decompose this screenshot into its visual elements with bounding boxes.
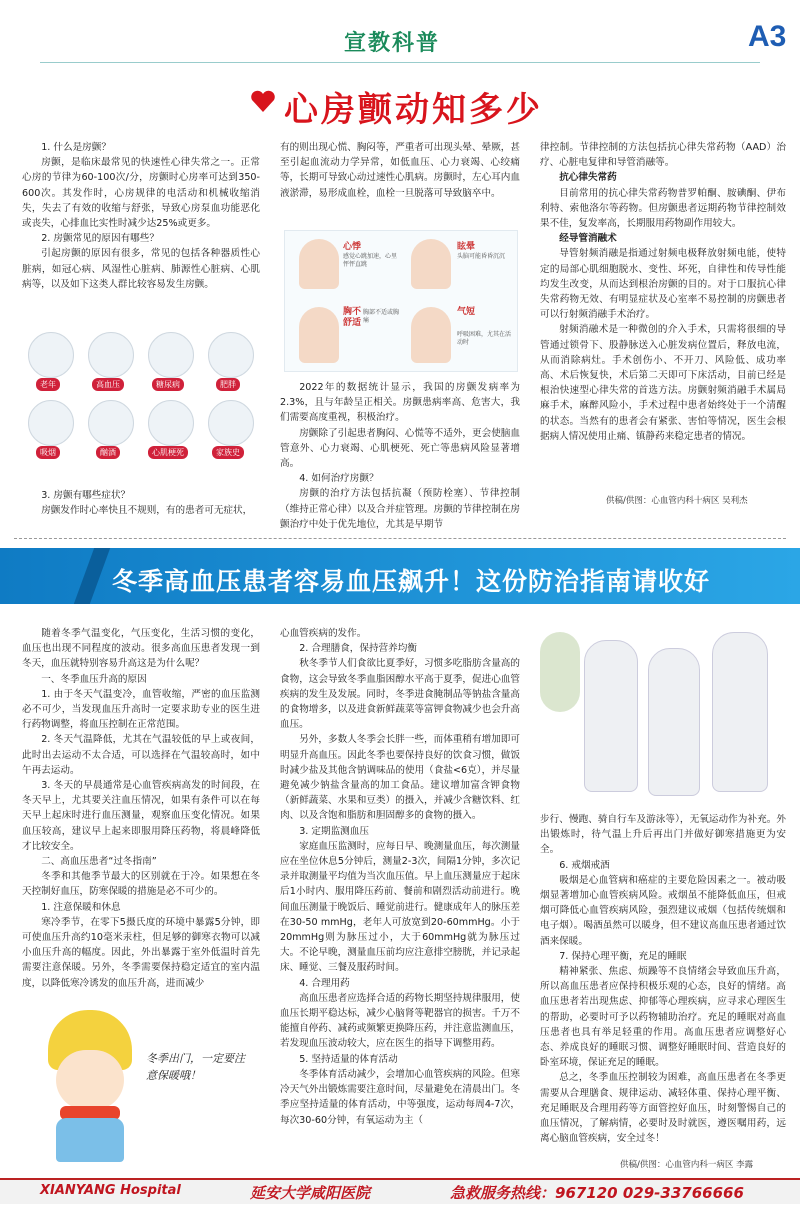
article-divider (14, 538, 786, 539)
paragraph: 二、高血压患者“过冬指南” (41, 856, 157, 868)
paragraph: 2. 合理膳食，保持营养均衡 (299, 643, 417, 655)
symptom-label: 胸不舒适 (343, 307, 362, 328)
symptom-note: 头脑可能昏昏沉沉 (457, 253, 506, 260)
paragraph: 步行、慢跑、骑自行车及游泳等），无氧运动作为补充。外出锻炼时，待气温上升后再出门并做好御寒措施更为安全。 (540, 814, 786, 856)
article2-column2 (280, 626, 520, 1128)
elderly-icon (28, 332, 74, 378)
risk-label: 糖尿病 (152, 378, 184, 391)
symptom-note: 感觉心跳加速，心里怦怦直跳 (343, 253, 398, 268)
paragraph: 1. 由于冬天气温变冷，血管收缩，严密的血压监测必不可少，当发现血压升高时一定要求助专业的医生进行药物调整，将血压控制在正常范围。 (22, 688, 260, 731)
risk-label: 肥胖 (216, 378, 240, 391)
subheading: 抗心律失常药 (559, 172, 617, 184)
risk-label: 吸烟 (36, 446, 60, 459)
paragraph: 2022年的数据统计显示，我国的房颤发病率为2.3%，且与年龄呈正相关。房颤患病率高、危害大，我们需要高度重视，积极治疗。 (280, 382, 520, 424)
risk-label: 老年 (36, 378, 60, 391)
paragraph: 秋冬季节人们食欲比夏季好，习惯多吃脂肪含量高的食物，这会导致冬季血脂困醇水平高于夏季，促进心血管疾病的发生及发展。同时，冬季进食腌制品等钠盐含量高的食物增多，以及进食新鲜蔬菜等富钾食物减少也会升高血压。 (280, 658, 520, 731)
elderly-man-icon (712, 632, 768, 792)
paragraph: 心血管疾病的发作。 (280, 628, 367, 639)
heart-icon (250, 88, 276, 114)
symptom-label: 气短 (457, 307, 476, 317)
paragraph: 目前常用的抗心律失常药物普罗帕酮、胺碘酮、伊布利特、索他洛尔等药物。但房颤患者远期药物节律控制效果不佳，复发率高，长期服用药物副作用较大。 (540, 187, 786, 230)
page-number: A3 (748, 20, 787, 53)
family-history-icon (208, 400, 254, 446)
alcohol-icon (88, 400, 134, 446)
chest-discomfort-icon (299, 307, 339, 363)
heart-attack-icon (148, 400, 194, 446)
paragraph: 家庭血压监测时，应每日早、晚测量血压，每次测量应在坐位休息5分钟后，测量2-3次，间隔1分钟，多次记录并取测量平均值为当次血压值。早上血压测量应于起床后1小时内、服用降压药前、餐前和剧烈活动前进行。晚间血压测量于晚饭后、睡觉前进行。健康成年人的脉压差在30-50 mmHg，老年人可放宽到20-60mmHg。小于20mmHg则为脉压过小，大于60mmHg就为脉压过大。不论早晚，测量血压前均应注意排空膀胱，并记录起床、睡觉、三餐及服药时间。 (280, 840, 520, 974)
paragraph: 4. 如何治疗房颤？ (299, 473, 379, 485)
paragraph: 有的则出现心慌、胸闷等，严重者可出现头晕、晕厥，甚至引起血流动力学异常，如低血压、心力衰竭、心绞痛等，长期可导致心动过速性心肌病。房颤时，左心耳内血液淤滞，易形成血栓，血栓一旦脱落可导致脑卒中。 (280, 142, 520, 199)
paragraph: 高血压患者应选择合适的药物长期坚持规律服用，使血压长期平稳达标，减少心脑肾等靶器官的损害。千万不能擅自停药、减药或频繁更换降压药，并注意监测血压，若发现血压波动较大，应在医生的指导下调整用药。 (280, 992, 520, 1050)
subheading: 经导管消融术 (559, 233, 617, 245)
paragraph: 吸烟是心血管病和癌症的主要危险因素之一。被动吸烟显著增加心血管疾病风险。戒烟虽不能降低血压，但戒烟可降低心血管疾病风险，强烈建议戒烟（包括传统烟和电子烟）。喝酒虽然可以暖身，但不建议高血压患者通过饮酒来保暖。 (540, 874, 786, 947)
paragraph: 冬季体育活动减少，会增加心血管疾病的风险。但寒冷天气外出锻炼需要注意时间，尽量避免在清晨出门。冬季应坚持适量的体育活动，中等强度，运动每周4-7次，每次30-60分钟，有氧运动为主（ (280, 1068, 520, 1126)
paragraph: 总之，冬季血压控制较为困难，高血压患者在冬季更需要从合理膳食、规律运动、减轻体重、保持心理平衡、充足睡眠及合理用药等方面管控好血压，时刻警惕自己的血压情况，了解病情，必要时及时就医，遵医嘱用药，远离心脑血管疾病，安全过冬！ (540, 1072, 786, 1145)
article2-column1 (22, 626, 260, 991)
symptom-illustration (284, 230, 518, 372)
elderly-man-icon (584, 640, 638, 792)
article1-column1-bottom (22, 488, 260, 518)
child-body-icon (56, 1118, 124, 1162)
tai-chi-illustration (540, 612, 786, 808)
paragraph: 6. 戒烟戒酒 (559, 859, 610, 871)
paragraph: 冬季和其他季节最大的区别就在于冷。如果想在冬天控制好血压，防寒保暖的措施是必不可少的。 (22, 871, 260, 898)
paragraph: 2. 房颤常见的原因有哪些？ (41, 233, 159, 245)
header-rule (40, 62, 760, 63)
paragraph: 房颤除了引起患者胸闷、心慌等不适外，更会使脑血管意外、心力衰竭、心肌梗死、死亡等患病风险显著增高。 (280, 427, 520, 470)
risk-label: 家族史 (212, 446, 244, 459)
shortness-of-breath-icon (411, 307, 451, 363)
symptom-label: 眩晕 (457, 242, 476, 252)
child-face-icon (56, 1050, 124, 1110)
article1-column2-bottom (280, 380, 520, 532)
risk-label: 高血压 (92, 378, 124, 391)
paragraph: 房颤的治疗方法包括抗凝（预防栓塞）、节律控制（维持正常心律）以及合并症管理。房颤的节律控制在房颤治疗中处于优先地位，尤其是早期节 (280, 488, 520, 530)
diabetes-icon (148, 332, 194, 378)
risk-label: 心肌梗死 (148, 446, 188, 459)
footer-hospital-name: XIANYANG Hospital (40, 1183, 181, 1198)
symptom-note: 胸部不适或胸痛 (363, 309, 400, 324)
article-title: 心房颤动知多少 (284, 90, 543, 130)
cartoon-child-illustration (26, 1002, 258, 1164)
paragraph: 寒冷季节，在零下5摄氏度的环境中暴露5分钟，即可使血压升高约10毫米汞柱，但足够的御寒衣物可以减小血压升高的幅度。因此，外出暴露于室外低温时首先需要注意保暖。另外，冬季需要保持稳定适宜的室内温度，以降低寒冷诱发的血压升高，进而减少 (22, 916, 260, 989)
cartoon-note: 冬季出门，一定要注意保暖哦！ (146, 1052, 245, 1082)
paragraph: 7. 保持心理平衡，充足的睡眠 (559, 950, 687, 962)
paragraph: 律控制。节律控制的方法包括抗心律失常药物（AAD）治疗、心脏电复律和导管消融等。 (540, 142, 786, 169)
blood-pressure-icon (88, 332, 134, 378)
page-number-box (748, 20, 796, 60)
paragraph: 射频消融术是一种微创的介入手术，只需将很细的导管通过锁骨下、股静脉送入心脏发病位置后，释放电流，从而消除病灶。手术创伤小、不开刀、风险低、成功率高、术后恢复快，术后第二天即可下床活动，目前已经是根治快速型心律失常的首选方法。房颤射频消融手术属局麻手术，麻醉风险小，手术过程中患者始终处于一个清醒的状态。当然有的患者会有紧张、害怕等情况，医生会根据病人情况使用止痛、镇静药来稳定患者的情况。 (540, 324, 786, 442)
article1-column1 (22, 140, 260, 292)
paragraph: 4. 合理用药 (299, 977, 350, 989)
paragraph: 1. 什么是房颤？ (41, 142, 111, 153)
elderly-woman-icon (648, 648, 700, 796)
symptom-label: 心悸 (343, 242, 362, 252)
paragraph: 房颤发作时心率快且不规则，有的患者可无症状， (41, 505, 253, 517)
paragraph: 3. 冬天的早晨通常是心血管疾病高发的时间段，在冬天早上，尤其要关注血压情况，如果有条件可以在每天早上起床时进行血压测量，观察血压变化情况。如果血压较高，建议早上起来即服用降压药物，将晨峰降低才比较安全。 (22, 780, 260, 852)
paragraph: 一、冬季血压升高的原因 (41, 673, 147, 685)
paragraph: 引起房颤的原因有很多，常见的包括各种器质性心脏病，如冠心病、风湿性心脏病、肺源性心脏病、心肌病等，以及如下这类人群比较容易发生房颤。 (22, 248, 260, 290)
article2-credit: 供稿/供图：心血管内科一病区 李露 (620, 1160, 754, 1170)
article1-column2-top (280, 140, 520, 201)
palpitation-icon (299, 239, 339, 289)
article2-column3 (540, 812, 786, 1146)
symptom-note: 呼吸困难，尤其在活动时 (457, 331, 512, 346)
paragraph: 精神紧张、焦虑、烦躁等不良情绪会导致血压升高，所以高血压患者应保持积极乐观的心态，良好的情绪。高血压患者若出现焦虑、抑郁等心理疾病，应寻求心理医生的帮助，必要时可予以药物辅助治疗。充足的睡眠对高血压患者也具有举足轻重的作用。高血压患者应调整好心态、养成良好的睡眠习惯、调整好睡眠时间、营造良好的卧室环境，保证充足的睡眠。 (540, 966, 786, 1069)
paragraph: 另外，多数人冬季会长胖一些，而体重稍有增加即可明显升高血压。因此冬季也要保持良好的饮食习惯，做饭时减少盐及其他含钠调味品的使用（食盐<6克），并尽量避免减少钠盐含量高的加工食品。建议增加富含钾食物（新鲜蔬菜、水果和豆类）的摄入，并减少含糖饮料、红肉、以及含饱和脂肪和胆固醇多的食物的摄入。 (280, 734, 520, 822)
section-title: 宣教科普 (344, 30, 441, 56)
footer-hotline[interactable]: 急救服务热线：967120 029-33766666 (450, 1184, 744, 1202)
paragraph: 3. 定期监测血压 (299, 825, 369, 837)
smoking-icon (28, 400, 74, 446)
paragraph: 随着冬季气温变化，气压变化，生活习惯的变化，血压也出现不同程度的波动。很多高血压患者发现一到冬天，血压就特别容易升高这是为什么呢？ (22, 628, 260, 670)
risk-factor-icons (22, 328, 260, 468)
footer-logo-text: 延安大学咸阳医院 (250, 1184, 371, 1202)
dizziness-icon (411, 239, 451, 289)
paragraph: 房颤，是临床最常见的快速性心律失常之一。正常心房的节律为60-100次/分，房颤时心房率可达到350-600次。其发作时，心房规律的电活动和机械收缩消失，失去了有效的收缩与舒张，导致心房泵血功能恶化或丧失，心排血比实性时减少达25%或更多。 (22, 157, 260, 230)
paragraph: 1. 注意保暖和休息 (41, 901, 121, 913)
footer-bar (0, 1178, 800, 1204)
paragraph: 3. 房颤有哪些症状？ (41, 490, 131, 501)
paragraph: 导管射频消融是指通过射频电极释放射频电能，使特定的局部心肌细胞脱水、变性、坏死，自律性和传导性能均发生改变，从而达到根治房颤的目的。对于口服抗心律失常药物无效、有明显症状及心室率不易控制的房颤患者可以行射频消融手术治疗。 (540, 248, 786, 321)
tree-icon (540, 632, 580, 712)
article1-credit: 供稿/供图：心血管内科十病区 吴利杰 (606, 496, 748, 506)
paragraph: 2. 冬天气温降低，尤其在气温较低的早上或夜间，此时出去运动不太合适，可以选择在气温较高时，如中午再去运动。 (22, 734, 260, 776)
obesity-icon (208, 332, 254, 378)
article1-column3 (540, 140, 786, 444)
article2-title: 冬季高血压患者容易血压飙升！这份防治指南请收好 (112, 567, 711, 596)
paragraph: 5. 坚持适量的体育活动 (299, 1053, 398, 1065)
risk-label: 酗酒 (96, 446, 120, 459)
